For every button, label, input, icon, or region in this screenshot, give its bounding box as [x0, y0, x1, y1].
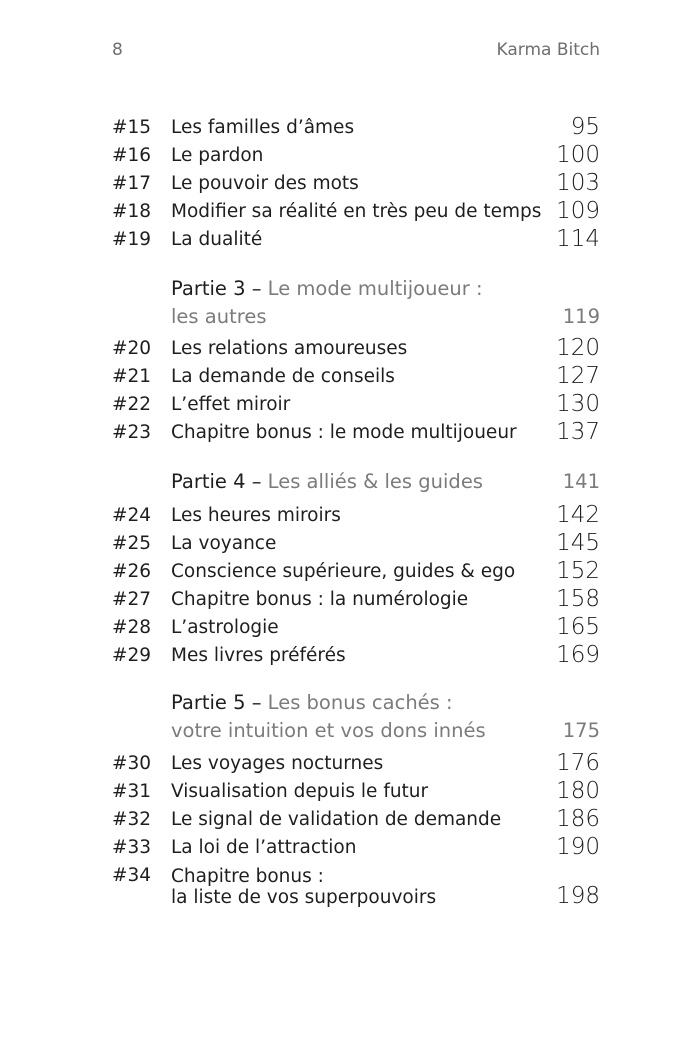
entry-title: La demande de conseils	[171, 366, 395, 387]
entry-title: L’effet miroir	[171, 394, 291, 415]
entry-title: Les voyages nocturnes	[171, 753, 384, 774]
entry-page: 152	[556, 558, 600, 584]
part-dash: –	[251, 277, 262, 300]
part-heading	[171, 470, 600, 498]
entry-number: #29	[112, 645, 152, 666]
entry-page: 103	[556, 170, 600, 196]
toc-entry	[0, 335, 700, 366]
entry-title: Chapitre bonus : le mode multijoueur	[171, 422, 517, 443]
part-page: 141	[562, 470, 600, 493]
part-name: Les bonus cachés :	[267, 691, 453, 714]
toc-entry	[0, 502, 700, 533]
entry-title: Le pardon	[171, 145, 264, 166]
entry-number: #22	[112, 394, 152, 415]
part-name: Les alliés & les guides	[267, 470, 483, 493]
entry-page: 142	[556, 502, 600, 528]
entry-title: La dualité	[171, 229, 263, 250]
entry-page: 186	[556, 806, 600, 832]
toc-entry	[0, 363, 700, 394]
page-header	[112, 40, 600, 64]
entry-number: #18	[112, 201, 152, 222]
entry-title: Le signal de validation de demande	[171, 809, 502, 830]
entry-title-continued: la liste de vos superpouvoirs	[171, 887, 437, 908]
page-number: 8	[112, 40, 123, 60]
part-page: 119	[562, 305, 600, 328]
toc-entry	[0, 114, 700, 145]
entry-number: #17	[112, 173, 152, 194]
entry-page: 120	[556, 335, 600, 361]
entry-number: #26	[112, 561, 152, 582]
toc-entry	[0, 391, 700, 422]
toc-entry	[0, 834, 700, 865]
entry-number: #21	[112, 366, 152, 387]
toc-entry	[0, 778, 700, 809]
entry-title: Conscience supérieure, guides & ego	[171, 561, 516, 582]
toc-entry	[0, 614, 700, 645]
entry-title: Les heures miroirs	[171, 505, 341, 526]
entry-page: 100	[556, 142, 600, 168]
entry-number: #31	[112, 781, 152, 802]
toc-entry	[0, 586, 700, 617]
toc-entry	[0, 226, 700, 257]
part-name-continued: les autres	[171, 305, 267, 328]
entry-page: 180	[556, 778, 600, 804]
entry-page: 95	[570, 114, 600, 140]
part-label: Partie 5	[171, 691, 246, 714]
toc-entry	[0, 142, 700, 173]
entry-title: Modifier sa réalité en très peu de temps	[171, 201, 542, 222]
entry-title: La loi de l’attraction	[171, 837, 357, 858]
entry-title: Mes livres préférés	[171, 645, 346, 666]
entry-title: Les relations amoureuses	[171, 338, 408, 359]
entry-title: Visualisation depuis le futur	[171, 781, 429, 802]
part-dash: –	[251, 470, 262, 493]
entry-number: #34	[112, 865, 152, 886]
entry-title: Le pouvoir des mots	[171, 173, 359, 194]
entry-number: #24	[112, 505, 152, 526]
entry-number: #33	[112, 837, 152, 858]
toc-entry	[0, 642, 700, 673]
entry-number: #25	[112, 533, 152, 554]
entry-number: #32	[112, 809, 152, 830]
part-heading	[171, 277, 600, 333]
entry-page: 165	[556, 614, 600, 640]
part-page: 175	[562, 719, 600, 742]
entry-number: #23	[112, 422, 152, 443]
part-label: Partie 4	[171, 470, 246, 493]
entry-page: 198	[556, 883, 600, 909]
entry-number: #16	[112, 145, 152, 166]
toc-entry	[0, 198, 700, 229]
entry-number: #20	[112, 338, 152, 359]
entry-page: 169	[556, 642, 600, 668]
entry-page: 176	[556, 750, 600, 776]
toc-entry	[0, 530, 700, 561]
entry-page: 114	[556, 226, 600, 252]
entry-number: #27	[112, 589, 152, 610]
entry-page: 109	[556, 198, 600, 224]
toc-entry	[0, 750, 700, 781]
toc-entry	[0, 558, 700, 589]
entry-page: 158	[556, 586, 600, 612]
toc-entry	[0, 170, 700, 201]
running-title: Karma Bitch	[496, 40, 600, 60]
part-heading	[171, 691, 600, 747]
toc-entry	[0, 865, 700, 915]
entry-number: #30	[112, 753, 152, 774]
entry-page: 127	[556, 363, 600, 389]
part-label: Partie 3	[171, 277, 246, 300]
entry-page: 137	[556, 419, 600, 445]
toc-entry	[0, 419, 700, 450]
entry-title: L’astrologie	[171, 617, 279, 638]
entry-title: Les familles d’âmes	[171, 117, 355, 138]
part-name-continued: votre intuition et vos dons innés	[171, 719, 486, 742]
entry-title: Chapitre bonus :	[171, 866, 324, 887]
entry-title: La voyance	[171, 533, 277, 554]
entry-page: 145	[556, 530, 600, 556]
entry-page: 130	[556, 391, 600, 417]
entry-number: #19	[112, 229, 152, 250]
part-name: Le mode multijoueur :	[267, 277, 483, 300]
entry-number: #28	[112, 617, 152, 638]
toc-entry	[0, 806, 700, 837]
part-dash: –	[251, 691, 262, 714]
entry-page: 190	[556, 834, 600, 860]
entry-title: Chapitre bonus : la numérologie	[171, 589, 469, 610]
entry-number: #15	[112, 117, 152, 138]
